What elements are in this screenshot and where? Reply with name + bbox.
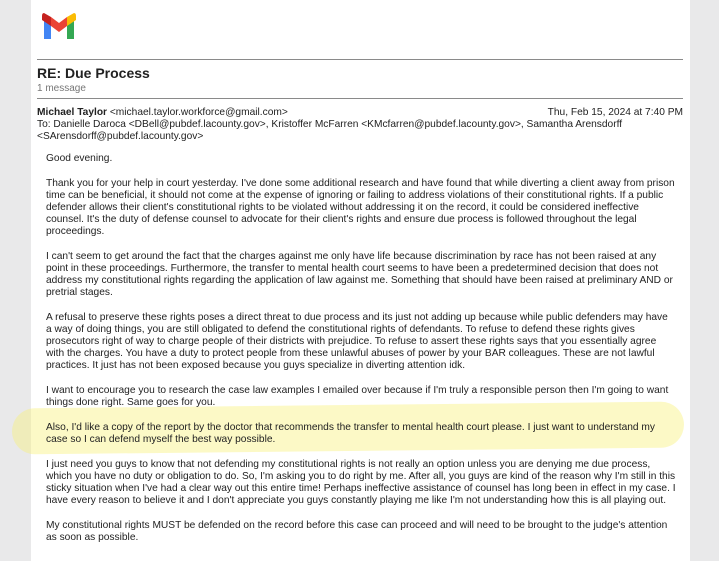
sender-name[interactable]: Michael Taylor	[37, 107, 108, 118]
body-paragraph: I just need you guys to know that not defending my constitutional rights is not really an option unless you are denying me due process, which you have no duty or obligation to do. So, I'm asking you to do right by me. After all, you guys are kind of the reason why I'm still in this sticky situation when I've had a clear way out this entire time! Perhaps ineffective assistance of counsel has long been in effect in my case. I have every reason to believe it and I don't appreciate you guys constantly playing me like I'm not understanding how this is all playing out.	[46, 459, 676, 506]
body-paragraph: I can't seem to get around the fact that the charges against me only have life because discrimination by race has not been raised at any point in these proceedings. Furthermore, the transfer to mental health court seems to have been a predetermined decision that does not address my constitutional rights regarding the application of law against me. Something that should have been raised at preliminary AND or pretrial stages.	[46, 251, 673, 298]
body-paragraph-highlighted: Also, I'd like a copy of the report by the doctor that recommends the transfer to mental health court please. I just want to understand my case so I can defend myself the best way possible.	[46, 422, 655, 445]
header-divider	[37, 98, 683, 99]
message-body	[46, 153, 676, 557]
body-paragraph: A refusal to preserve these rights poses a direct threat to due process and its just not adding up because while public defenders may have a way of doing things, you are still obligated to defend the constitutional rights of defendants. To refuse to defend these rights gives prosecutors right of way to charge people of their districts with prejudice. To refuse to assert these rights says that you essentially agree with the charges. You have a duty to protect people from these unlawful abuses of power by your BAR colleagues. These are not lawful practices. It just has not been exposed because you guys specialize in diverting attention idk.	[46, 312, 668, 371]
recipients-line: To: Danielle Daroca <DBell@pubdef.lacounty.gov>, Kristoffer McFarren <KMcfarren@pubdef.lacounty.gov>, Samantha Arensdorff	[37, 119, 623, 130]
body-paragraph: I want to encourage you to research the case law examples I emailed over because if I'm truly a responsible person then I'm going to want things done right. Same goes for you.	[46, 385, 669, 408]
sender-email[interactable]: <michael.taylor.workforce@gmail.com>	[109, 107, 288, 118]
message-date: Thu, Feb 15, 2024 at 7:40 PM	[547, 107, 683, 118]
top-divider	[37, 59, 683, 60]
message-count: 1 message	[37, 83, 86, 94]
body-paragraph: Thank you for your help in court yesterday. I've done some additional research and have found that while diverting a client away from prison time can be beneficial, it should not come at the expense of ignoring or failing to address violations of their constitutional rights. If a public defender allows their client's constitutional rights to be violated without addressing it on the record, it could be considered ineffective counsel. It's the duty of defense counsel to advocate for their client's rights and ensure due process is followed throughout the legal proceedings.	[46, 178, 675, 237]
body-paragraph: My constitutional rights MUST be defended on the record before this case can proceed and will need to be brought to the judge's attention as soon as possible.	[46, 520, 668, 543]
recipients-line-cont: <SArensdorff@pubdef.lacounty.gov>	[37, 131, 204, 142]
gmail-logo-icon	[42, 13, 76, 39]
email-subject: RE: Due Process	[37, 65, 150, 81]
body-paragraph: Good evening.	[46, 153, 113, 164]
message-header	[37, 107, 683, 143]
